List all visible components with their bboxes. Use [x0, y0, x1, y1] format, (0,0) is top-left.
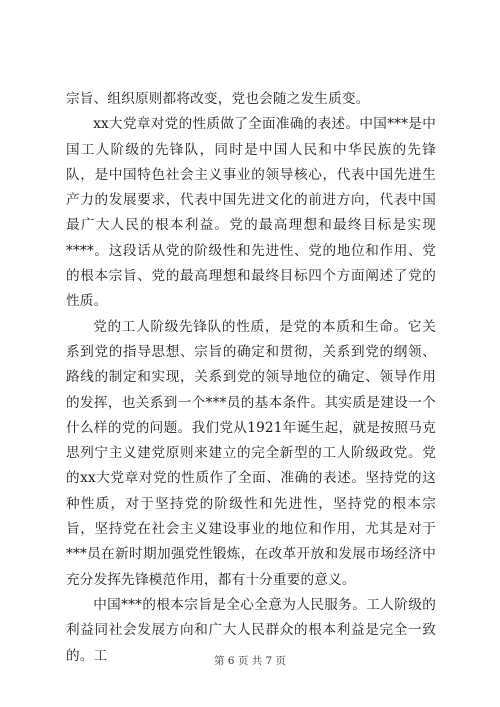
document-body — [66, 87, 436, 669]
paragraph-fundamental-purpose: 中国***的根本宗旨是全心全意为人民服务。工人阶级的利益同社会发展方向和广大人民群众的根本利益是完全一致的。工 — [66, 596, 436, 664]
paragraph-vanguard-nature: 党的工人阶级先锋队的性质，是党的本质和生命。它关系到党的指导思想、宗旨的确定和贯彻，关系到党的纲领、路线的制定和实现，关系到党的领导地位的确定、领导作用的发挥，也关系到一个***员的基本条件。其实质是建设一个什么样的党的问题。我们党从1921年诞生起，就是按照马克思列宁主义建党原则来建立的完全新型的工人阶级政党。党的xx大党章对党的性质作了全面、准确的表述。坚持党的这种性质，对于坚持党的阶级性和先进性，坚持党的根本宗旨，坚持党在社会主义建设事业的地位和作用，尤其是对于***员在新时期加强党性锻炼，在改革开放和发展市场经济中充分发挥先锋模范作用，都有十分重要的意义。 — [66, 318, 436, 588]
paragraph-continuation: 宗旨、组织原则都将改变，党也会随之发生质变。 — [66, 91, 370, 107]
page-number-footer: 第 6 页 共 7 页 — [213, 655, 287, 667]
paragraph-party-nature: xx大党章对党的性质做了全面准确的表述。中国***是中国工人阶级的先锋队，同时是中国人民和中华民族的先锋队，是中国特色社会主义事业的领导核心，代表中国先进生产力的发展要求，代表中国先进文化的前进方向，代表中国最广大人民的根本利益。党的最高理想和最终目标是实现****。这段话从党的阶级性和先进性、党的地位和作用、党的根本宗旨、党的最高理想和最终目标四个方面阐述了党的性质。 — [66, 116, 436, 310]
